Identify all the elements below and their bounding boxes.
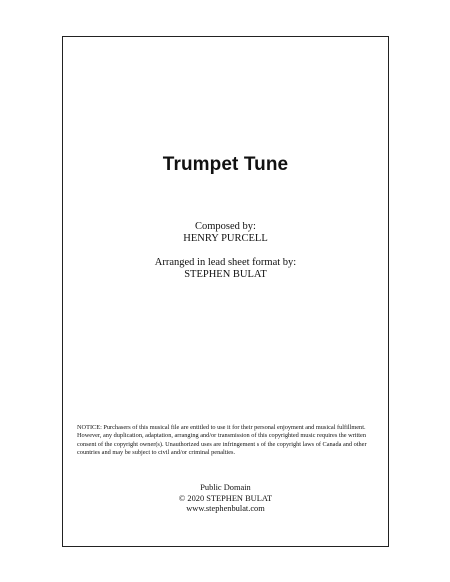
license-text: Public Domain xyxy=(200,483,251,492)
composer-name: HENRY PURCELL xyxy=(183,233,268,244)
copyright-text: © 2020 STEPHEN BULAT xyxy=(178,493,273,503)
copyright-notice: NOTICE: Purchasers of this musical file are entitled to use it for their personal enjoyment and musical fulfillment. However, any duplication, adaptation, arranging and/or transmission of this copyrighted music requires the written consent of the copyright owner(s). Unauthorized uses are infringement s of the copyright laws of Canada and other countries and may be subject to civil and/or criminal penalties. xyxy=(77,424,367,456)
arranger-label: Arranged in lead sheet format by: xyxy=(154,257,297,268)
page-border xyxy=(62,36,389,547)
composer-label: Composed by: xyxy=(195,221,256,232)
arranger-name: STEPHEN BULAT xyxy=(184,269,267,280)
arranger-credit xyxy=(63,257,388,281)
song-title: Trumpet Tune xyxy=(162,154,289,175)
website-link[interactable]: www.stephenbulat.com xyxy=(186,504,265,513)
composer-credit xyxy=(63,221,388,245)
footer xyxy=(63,483,388,515)
